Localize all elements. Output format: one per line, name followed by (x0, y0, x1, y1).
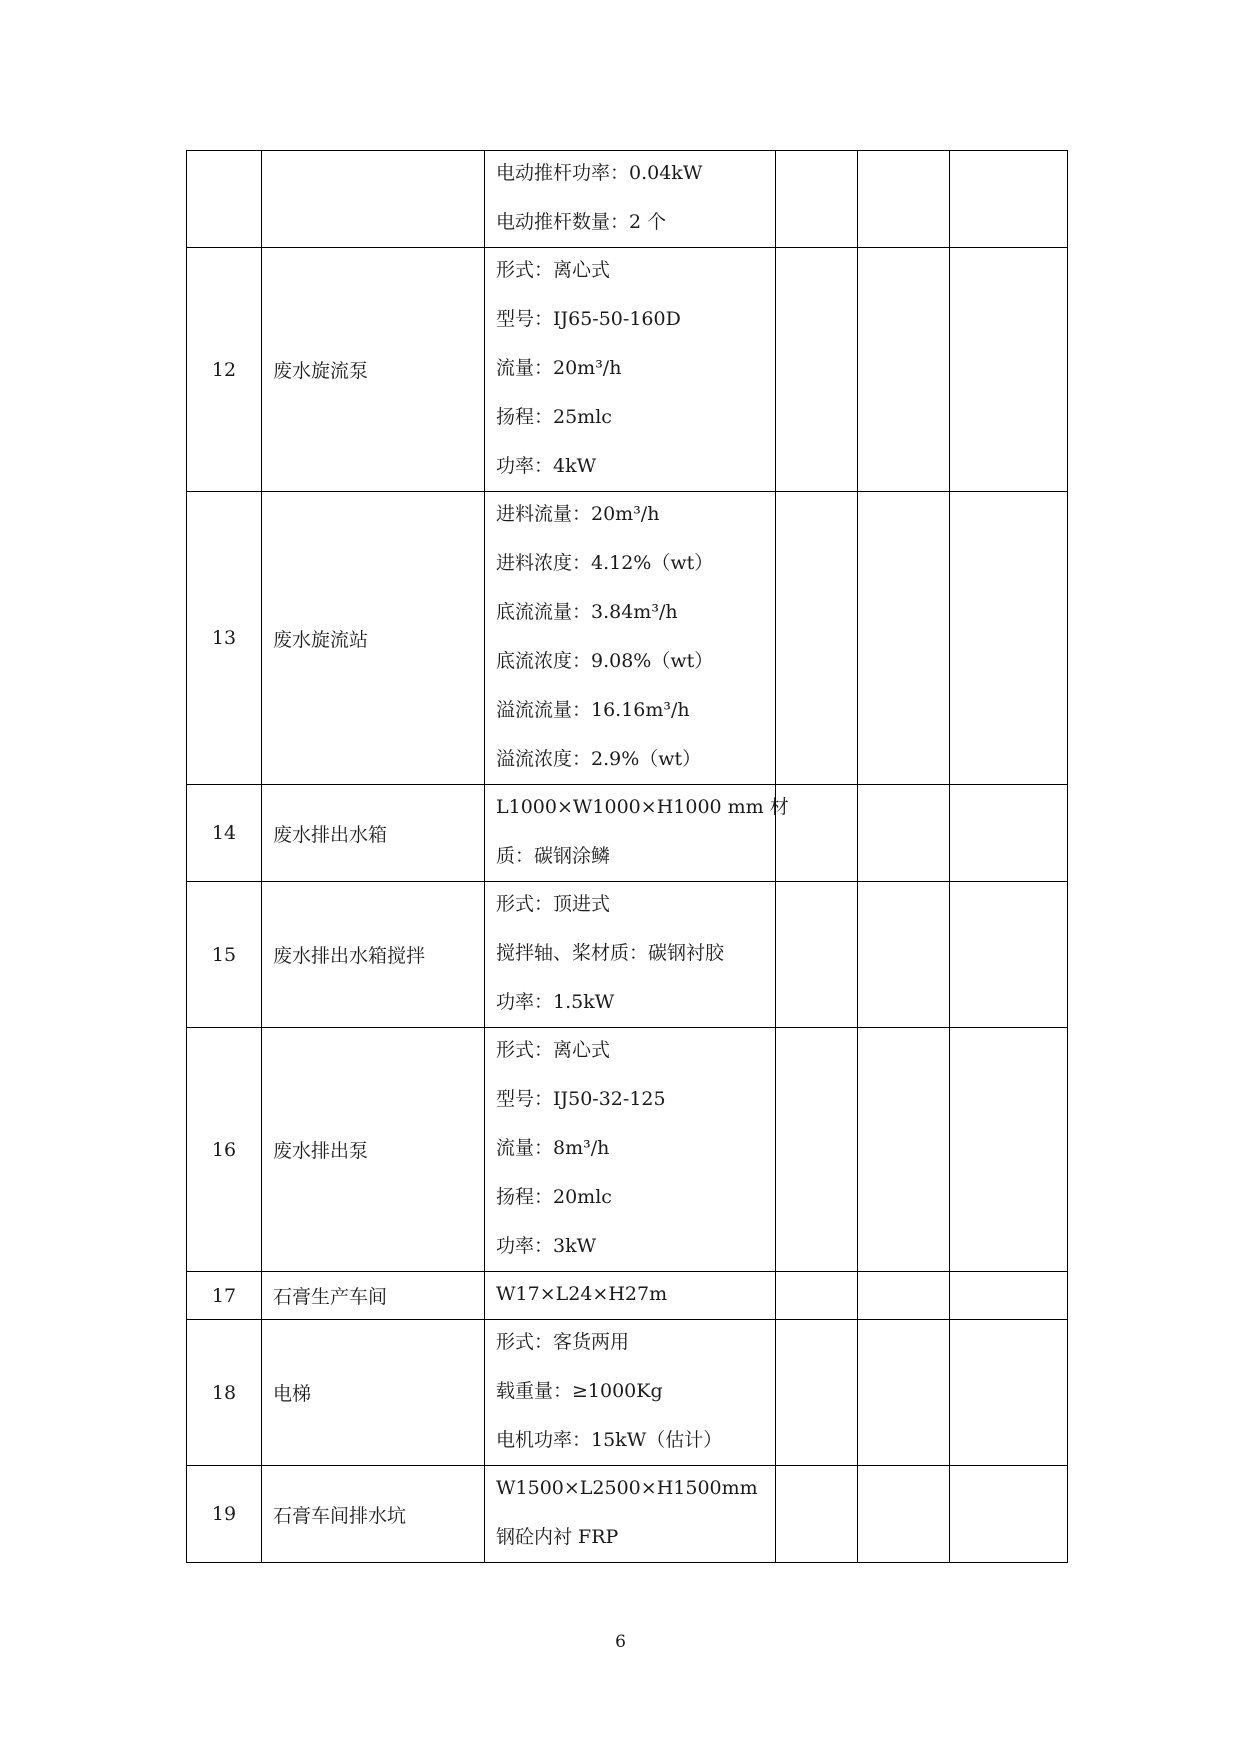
spec-line: 功率：1.5kW (496, 991, 615, 1013)
unit-cell (858, 1272, 950, 1320)
unit-cell (858, 1320, 950, 1466)
spec-line: 流量：20m³/h (496, 357, 622, 379)
spec-line: 电动推杆功率：0.04kW (496, 162, 703, 184)
spec-line: 载重量：≥1000Kg (496, 1380, 663, 1402)
spec-line: 质：碳钢涂鳞 (496, 845, 611, 867)
table-row (187, 248, 1068, 492)
specification-cell (485, 492, 776, 785)
spec-line: 型号：IJ50-32-125 (496, 1088, 666, 1110)
equipment-name-cell: 废水旋流站 (262, 492, 485, 785)
spec-line: 形式：顶进式 (496, 893, 611, 915)
item-number-cell: 19 (187, 1466, 262, 1563)
item-number-cell: 14 (187, 785, 262, 882)
spec-line: 电动推杆数量：2 个 (496, 211, 667, 233)
specification-cell (485, 1028, 776, 1272)
spec-line: 形式：离心式 (496, 1039, 611, 1061)
unit-cell (858, 151, 950, 248)
table-row (187, 492, 1068, 785)
spec-line: 溢流流量：16.16m³/h (496, 699, 690, 721)
specification-cell (485, 1272, 776, 1320)
remark-cell (950, 492, 1068, 785)
spec-line: 功率：4kW (496, 455, 597, 477)
spec-line: 底流浓度：9.08%（wt） (496, 650, 714, 672)
spec-line: 搅拌轴、桨材质：碳钢衬胶 (496, 942, 725, 964)
remark-cell (950, 1028, 1068, 1272)
item-number-cell: 16 (187, 1028, 262, 1272)
quantity-cell (776, 1272, 858, 1320)
specification-cell (485, 248, 776, 492)
equipment-spec-table (186, 150, 1068, 1563)
spec-line: 底流流量：3.84m³/h (496, 601, 678, 623)
spec-line: 钢砼内衬 FRP (496, 1526, 619, 1548)
equipment-name-cell: 石膏生产车间 (262, 1272, 485, 1320)
table-row (187, 882, 1068, 1028)
table-row (187, 151, 1068, 248)
quantity-cell (776, 151, 858, 248)
item-number-cell: 15 (187, 882, 262, 1028)
spec-line: 流量：8m³/h (496, 1137, 610, 1159)
quantity-cell (776, 248, 858, 492)
spec-line: L1000×W1000×H1000 mm 材 (496, 796, 789, 818)
unit-cell (858, 882, 950, 1028)
spec-line: W17×L24×H27m (496, 1283, 668, 1305)
equipment-name-cell: 电梯 (262, 1320, 485, 1466)
spec-line: 进料流量：20m³/h (496, 503, 660, 525)
equipment-name-cell: 废水排出水箱 (262, 785, 485, 882)
remark-cell (950, 882, 1068, 1028)
spec-line: 形式：离心式 (496, 259, 611, 281)
quantity-cell (776, 1320, 858, 1466)
spec-line: W1500×L2500×H1500mm (496, 1477, 758, 1499)
quantity-cell (776, 1028, 858, 1272)
page-number: 6 (615, 1632, 626, 1652)
unit-cell (858, 785, 950, 882)
spec-line: 形式：客货两用 (496, 1331, 630, 1353)
equipment-name-cell: 废水排出泵 (262, 1028, 485, 1272)
spec-line: 进料浓度：4.12%（wt） (496, 552, 714, 574)
remark-cell (950, 1272, 1068, 1320)
table-row (187, 1320, 1068, 1466)
equipment-name-cell: 废水旋流泵 (262, 248, 485, 492)
item-number-cell: 13 (187, 492, 262, 785)
spec-line: 扬程：25mlc (496, 406, 612, 428)
quantity-cell (776, 882, 858, 1028)
unit-cell (858, 1466, 950, 1563)
spec-line: 电机功率：15kW（估计） (496, 1429, 723, 1451)
spec-line: 功率：3kW (496, 1235, 597, 1257)
equipment-name-cell (262, 151, 485, 248)
specification-cell (485, 1320, 776, 1466)
spec-line: 型号：IJ65-50-160D (496, 308, 681, 330)
remark-cell (950, 1320, 1068, 1466)
unit-cell (858, 492, 950, 785)
equipment-name-cell: 废水排出水箱搅拌 (262, 882, 485, 1028)
table-row (187, 1272, 1068, 1320)
remark-cell (950, 1466, 1068, 1563)
table-row (187, 1466, 1068, 1563)
specification-cell (485, 1466, 776, 1563)
table-row (187, 785, 1068, 882)
specification-cell (485, 785, 789, 882)
specification-cell (485, 151, 776, 248)
item-number-cell (187, 151, 262, 248)
table-row (187, 1028, 1068, 1272)
quantity-cell (776, 1466, 858, 1563)
equipment-name-cell: 石膏车间排水坑 (262, 1466, 485, 1563)
quantity-cell (776, 492, 858, 785)
remark-cell (950, 151, 1068, 248)
spec-line: 溢流浓度：2.9%（wt） (496, 748, 702, 770)
item-number-cell: 18 (187, 1320, 262, 1466)
item-number-cell: 12 (187, 248, 262, 492)
unit-cell (858, 1028, 950, 1272)
item-number-cell: 17 (187, 1272, 262, 1320)
unit-cell (858, 248, 950, 492)
remark-cell (950, 785, 1068, 882)
spec-line: 扬程：20mlc (496, 1186, 612, 1208)
specification-cell (485, 882, 776, 1028)
remark-cell (950, 248, 1068, 492)
table-body (187, 151, 1068, 1563)
